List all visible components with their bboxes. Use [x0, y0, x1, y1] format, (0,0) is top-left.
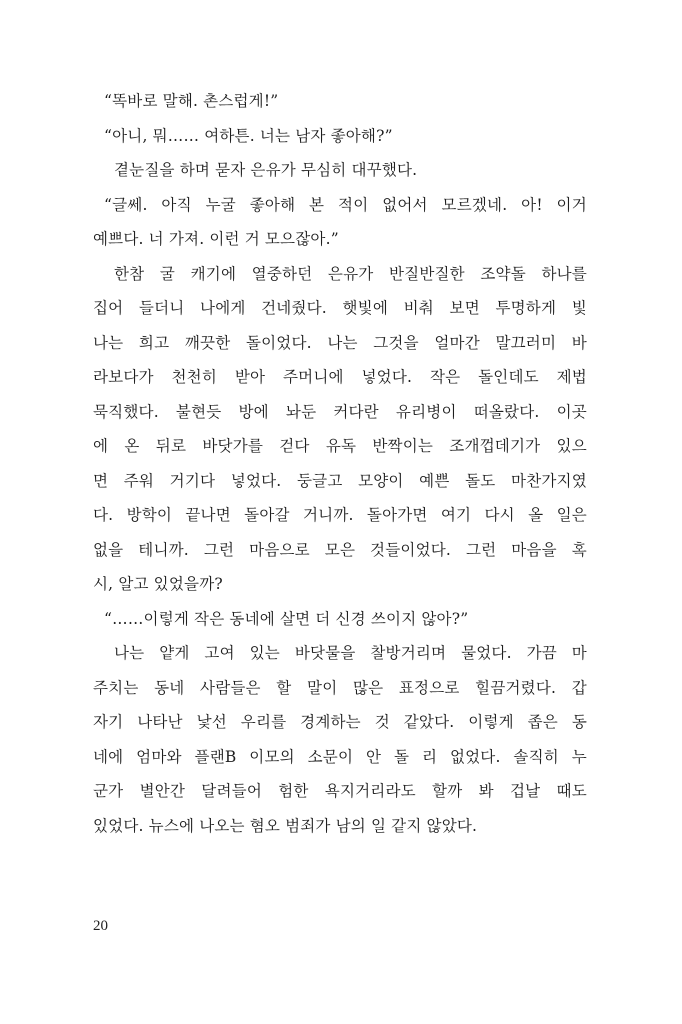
word: 때도: [556, 782, 587, 800]
word: 나타난: [137, 713, 183, 731]
word: 투명하게: [495, 299, 557, 317]
word: 표정으로: [398, 678, 460, 697]
word: 나는: [114, 644, 145, 662]
word: 더: [315, 609, 331, 628]
text-line: [93, 153, 587, 188]
word: 놔둔: [285, 402, 317, 421]
word: 겁날: [509, 782, 541, 800]
word: 본: [309, 195, 325, 214]
word: 모은: [324, 540, 356, 559]
word: 욕지거리라도: [324, 782, 416, 800]
body-text: [93, 84, 587, 843]
word: 아직: [161, 195, 192, 214]
word: 올: [528, 506, 544, 524]
word: 누: [571, 747, 587, 766]
text-line: [93, 567, 587, 602]
word: 나오는: [199, 816, 245, 835]
word: 둥글고: [296, 471, 343, 490]
word: 천천히: [171, 368, 218, 386]
word: 동네에: [229, 609, 275, 628]
word: 것들이었다.: [370, 540, 452, 559]
word: 남자: [295, 126, 326, 145]
word: 대꾸했다.: [351, 161, 418, 179]
word: 거기다: [169, 471, 216, 490]
word: 여기: [440, 506, 472, 524]
word: 주머니에: [282, 368, 344, 386]
word: 예쁘다.: [93, 230, 144, 248]
word: 들더니: [138, 299, 185, 317]
word: 혐오: [249, 816, 281, 835]
word: 모르겠네.: [441, 195, 508, 214]
text-line: [93, 740, 587, 775]
word: 범죄가: [285, 816, 331, 835]
text-line: [93, 464, 587, 499]
word: 바닷가를: [202, 437, 264, 455]
word: 에: [93, 437, 109, 455]
word: 나는: [93, 333, 124, 352]
word: 굴: [159, 264, 176, 283]
word: 솔직히: [513, 747, 559, 766]
word: 주워: [123, 471, 155, 490]
word: 건네줬다.: [261, 299, 327, 317]
word: 일: [370, 816, 387, 835]
word: 달려들어: [201, 782, 262, 800]
word: 집어: [93, 299, 124, 317]
word: 거: [244, 230, 260, 248]
word: 이거: [556, 195, 587, 214]
word: 남의: [335, 816, 366, 835]
word: 촌스럽게!”: [203, 92, 279, 110]
word: 찰방거리며: [370, 644, 447, 662]
word: 뭐……: [152, 126, 200, 145]
word: “……이렇게: [104, 609, 190, 628]
word: 떠올랐다.: [473, 402, 540, 421]
word: 혹: [571, 540, 587, 559]
word: 이렇게: [468, 713, 514, 731]
word: 커다란: [333, 402, 379, 421]
word: 힐끔거렸다.: [475, 678, 557, 697]
word: 네에: [93, 747, 124, 766]
word: 주치는: [93, 678, 139, 697]
text-line: [93, 705, 587, 740]
word: 불현듯: [175, 402, 222, 421]
word: 은유가: [250, 161, 296, 179]
word: 모양이: [358, 471, 404, 490]
word: 묻자: [215, 161, 246, 179]
word: 않아?”: [421, 609, 469, 628]
word: 제법: [556, 368, 587, 386]
word: 묵직했다.: [93, 402, 159, 421]
word: 우리를: [240, 713, 287, 731]
word: 반짝이는: [372, 437, 434, 455]
word: 것: [374, 713, 390, 731]
text-line: [93, 326, 587, 361]
word: 유독: [325, 437, 357, 455]
word: 넣었다.: [361, 368, 413, 386]
word: 할까: [432, 782, 463, 800]
word: 동네: [154, 678, 185, 697]
word: 너는: [259, 126, 291, 145]
word: 예쁜: [419, 471, 450, 490]
text-line: [93, 809, 587, 844]
word: 쓰이지: [370, 609, 417, 628]
word: 말이: [307, 678, 338, 697]
word: 좋아해: [249, 195, 296, 214]
word: 너: [148, 230, 164, 248]
word: 안: [365, 747, 382, 766]
word: 작은: [429, 368, 461, 386]
word: 모으잖아.”: [264, 230, 339, 248]
word: 신경: [335, 609, 366, 628]
text-line: [93, 395, 587, 430]
word: 봐: [478, 782, 494, 800]
word: 바: [571, 333, 587, 352]
text-line: [93, 291, 587, 326]
word: 은유가: [327, 264, 374, 283]
text-line: [93, 360, 587, 395]
word: 없을: [93, 540, 124, 559]
word: 말끄러미: [495, 333, 557, 352]
word: 하나를: [541, 264, 587, 283]
word: 다시: [484, 506, 515, 524]
word: 않았다.: [426, 816, 478, 835]
word: 할: [276, 678, 292, 697]
word: 유리병이: [395, 402, 457, 421]
word: “아니,: [104, 126, 148, 145]
word: 돌도: [465, 471, 496, 490]
word: 돌이었다.: [245, 333, 312, 352]
word: 거니까.: [302, 506, 354, 524]
word: 열중하던: [251, 264, 313, 283]
word: 없어서: [382, 195, 428, 214]
word: 마음을: [511, 540, 557, 559]
text-line: [93, 533, 587, 568]
word: 돌인데도: [478, 368, 539, 386]
word: 사람들은: [200, 678, 261, 697]
text-line: [93, 429, 587, 464]
text-line: [93, 602, 587, 637]
word: 면: [93, 471, 109, 490]
text-line: [93, 119, 587, 154]
word: 햇빛에: [342, 299, 389, 317]
word: 경계하는: [300, 713, 361, 731]
word: 군가: [93, 782, 124, 800]
word: 끝나면: [185, 506, 231, 524]
word: 마찬가지였: [511, 471, 587, 490]
word: 나는: [327, 333, 358, 352]
text-line: [93, 222, 587, 257]
word: 갑: [571, 678, 587, 697]
word: 같지: [391, 816, 422, 835]
word: 가끔: [526, 644, 557, 662]
word: 무심히: [300, 161, 347, 179]
word: 다.: [93, 506, 114, 524]
word: 시,: [93, 575, 114, 593]
word: 물었다.: [461, 644, 512, 662]
word: “글쎄.: [104, 195, 148, 214]
word: 알고: [118, 575, 149, 593]
word: 그런: [203, 540, 235, 559]
word: 이런: [209, 230, 240, 248]
word: 이모의: [249, 747, 295, 766]
word: 돌아갈: [244, 506, 290, 524]
word: 같았다.: [403, 713, 455, 731]
text-line: [93, 636, 587, 671]
word: 조개껍데기가: [449, 437, 541, 455]
word: 말해.: [162, 92, 199, 110]
word: 얼마간: [434, 333, 480, 352]
word: 리: [421, 747, 438, 766]
word: 있었을까?: [153, 575, 223, 593]
word: 하며: [179, 161, 211, 179]
word: 낯선: [196, 713, 227, 731]
text-line: [93, 671, 587, 706]
word: 보면: [449, 299, 480, 317]
word: 뉴스에: [148, 816, 195, 835]
word: 여하튼.: [204, 126, 255, 145]
word: 라보다가: [93, 368, 154, 386]
word: 좁은: [527, 713, 558, 731]
text-line: [93, 84, 587, 119]
word: 반질반질한: [388, 264, 465, 283]
text-line: [93, 498, 587, 533]
word: 소문이: [307, 747, 354, 766]
word: “똑바로: [104, 92, 158, 110]
word: 그것을: [373, 333, 419, 352]
word: 별안간: [139, 782, 186, 800]
word: 온: [124, 437, 140, 455]
word: 곁눈질을: [114, 161, 175, 179]
word: 좋아해?”: [330, 126, 393, 145]
word: 이곳: [556, 402, 587, 421]
word: 누굴: [205, 195, 236, 214]
word: 희고: [138, 333, 170, 352]
word: 비춰: [403, 299, 434, 317]
word: 작은: [194, 609, 225, 628]
word: 방학이: [126, 506, 173, 524]
word: 가져.: [168, 230, 205, 248]
word: 테니까.: [138, 540, 189, 559]
word: 조약돌: [480, 264, 526, 283]
word: 많은: [352, 678, 384, 697]
word: 있었다.: [93, 816, 144, 835]
word: 아!: [521, 195, 543, 214]
word: 없었다.: [449, 747, 501, 766]
word: 있는: [249, 644, 280, 662]
word: 한참: [114, 264, 145, 283]
word: 자기: [93, 713, 124, 731]
word: 마음으로: [249, 540, 310, 559]
word: 걷다: [279, 437, 310, 455]
word: 넣었다.: [230, 471, 282, 490]
word: 바닷물을: [294, 644, 356, 662]
word: 받아: [234, 368, 266, 386]
word: 있으: [556, 437, 587, 455]
page-number: 20: [93, 918, 108, 934]
word: 깨끗한: [184, 333, 231, 352]
text-line: [93, 257, 587, 292]
text-line: [93, 188, 587, 223]
word: 엄마와: [136, 747, 182, 766]
word: 뒤로: [155, 437, 187, 455]
word: 돌: [393, 747, 410, 766]
word: 동: [571, 713, 587, 731]
word: 빛: [571, 299, 587, 317]
word: 마: [571, 644, 587, 662]
word: 캐기에: [190, 264, 237, 283]
word: 방에: [238, 402, 269, 421]
word: 나에게: [200, 299, 246, 317]
word: 살면: [279, 609, 311, 628]
word: 그런: [465, 540, 497, 559]
word: 적이: [338, 195, 369, 214]
word: 얕게: [159, 644, 190, 662]
word: 플랜B: [194, 747, 237, 766]
word: 일은: [556, 506, 587, 524]
word: 험한: [278, 782, 309, 800]
word: 고여: [204, 644, 235, 662]
word: 돌아가면: [366, 506, 428, 524]
text-line: [93, 774, 587, 809]
